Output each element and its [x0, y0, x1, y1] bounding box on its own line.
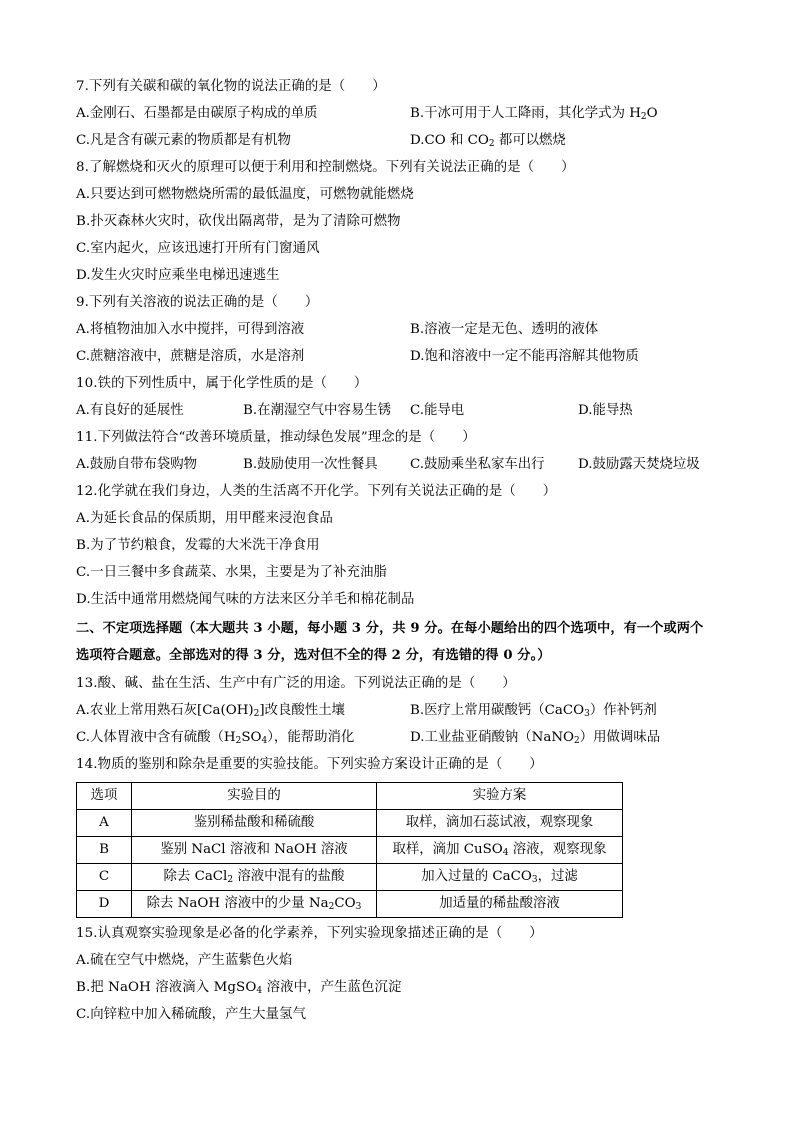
- q8-option-a: A.只要达到可燃物燃烧所需的最低温度，可燃物就能燃烧: [76, 187, 414, 202]
- table-row: [77, 810, 623, 837]
- q13-option-c-text-end: ），能帮助消化: [267, 730, 355, 745]
- q7-option-c: C.凡是含有碳元素的物质都是有机物: [76, 133, 291, 148]
- q7-option-d: [410, 131, 566, 151]
- q7-stem: 7.下列有关碳和碳的氧化物的说法正确的是（ ）: [76, 79, 386, 94]
- q15-option-b-text-end: 溶液中，产生蓝色沉淀: [262, 980, 402, 995]
- subscript: 2: [227, 875, 234, 885]
- q13-option-b-text-end: ）作补钙剂: [589, 703, 657, 718]
- q10-option-a: A.有良好的延展性: [76, 403, 184, 418]
- q8-option-c: C.室内起火，应该迅速打开所有门窗通风: [76, 241, 320, 256]
- subscript: 2: [253, 709, 260, 719]
- q15-option-b: [76, 978, 402, 998]
- q13-option-d-text: D.工业盐亚硝酸钠（NaNO: [410, 730, 575, 745]
- q8-stem: 8.了解燃烧和灭火的原理可以便于利用和控制燃烧。下列有关说法正确的是（ ）: [76, 160, 575, 175]
- q13-option-a-text: A.农业上常用熟石灰[Ca(OH): [76, 703, 254, 718]
- q12-option-a: A.为延长食品的保质期，用甲醛来浸泡食品: [76, 511, 333, 526]
- subscript: 4: [261, 736, 268, 746]
- q12-option-b: B.为了节约粮食，发霉的大米洗干净食用: [76, 538, 320, 553]
- q13-option-c-text: C.人体胃液中含有硫酸（H: [76, 730, 236, 745]
- q8-option-b: B.扑灭森林火灾时，砍伐出隔离带，是为了清除可燃物: [76, 214, 401, 229]
- row-option: B: [77, 837, 132, 864]
- subscript: 4: [502, 848, 509, 858]
- q12-stem: 12.化学就在我们身边，人类的生活离不开化学。下列有关说法正确的是（ ）: [76, 484, 557, 499]
- q11-stem: 11.下列做法符合“改善环境质量，推动绿色发展”理念的是（ ）: [76, 430, 476, 445]
- q15-option-a: A.硫在空气中燃烧，产生蓝紫色火焰: [76, 953, 293, 968]
- subscript: 2: [488, 139, 495, 149]
- section2-heading-line2: 选项符合题意。全部选对的得 3 分，选对但不全的得 2 分，有选错的得 0 分。）: [76, 648, 551, 663]
- q9-option-b: B.溶液一定是无色、透明的液体: [410, 322, 599, 337]
- q15-option-c: C.向锌粒中加入稀硫酸，产生大量氢气: [76, 1007, 307, 1022]
- table-row: [77, 837, 623, 864]
- subscript: 3: [531, 875, 538, 885]
- q7-option-d-text: D.CO 和 CO: [410, 133, 489, 148]
- q11-option-c: C.鼓励乘坐私家车出行: [410, 457, 545, 472]
- q13-option-b-text: B.医疗上常用碳酸钙（CaCO: [410, 703, 585, 718]
- header-option: 选项: [77, 783, 132, 810]
- q15-option-b-text: B.把 NaOH 溶液滴入 MgSO: [76, 980, 257, 995]
- row-purpose: [132, 891, 377, 918]
- row-plan: 取样，滴加石蕊试液，观察现象: [377, 810, 623, 837]
- row-purpose: [132, 864, 377, 891]
- q11-option-b: B.鼓励使用一次性餐具: [243, 457, 378, 472]
- subscript: 2: [574, 736, 580, 746]
- q14-stem: 14.物质的鉴别和除杂是重要的实验技能。下列实验方案设计正确的是（ ）: [76, 757, 543, 772]
- row-purpose: 鉴别 NaCl 溶液和 NaOH 溶液: [132, 837, 377, 864]
- q9-option-c: C.蔗糖溶液中，蔗糖是溶质，水是溶剂: [76, 349, 305, 364]
- subscript: 4: [256, 986, 263, 996]
- row-plan: [377, 864, 623, 891]
- q7-option-d-text-end: 都可以燃烧: [494, 133, 566, 148]
- row-plan: [377, 837, 623, 864]
- header-plan: 实验方案: [377, 783, 623, 810]
- q9-stem: 9.下列有关溶液的说法正确的是（ ）: [76, 295, 319, 310]
- q13-option-c: [76, 728, 354, 748]
- q13-option-c-text-mid: SO: [241, 730, 262, 745]
- q10-option-d: D.能导热: [578, 403, 633, 418]
- subscript: 2: [640, 112, 647, 122]
- row-purpose: 鉴别稀盐酸和稀硫酸: [132, 810, 377, 837]
- row-purpose-text: 除去 NaOH 溶液中的少量 Na: [146, 896, 329, 911]
- header-purpose: 实验目的: [132, 783, 377, 810]
- subscript: 3: [584, 709, 590, 719]
- q10-option-c: C.能导电: [410, 403, 465, 418]
- table-row: [77, 864, 623, 891]
- row-option: A: [77, 810, 132, 837]
- section2-heading-line1: 二、不定项选择题（本大题共 3 小题，每小题 3 分，共 9 分。在每小题给出的四个选项中，有一个或两个: [76, 621, 704, 636]
- row-plan-text-end: ，过滤: [537, 869, 578, 884]
- row-plan-text: 加入过量的 CaCO: [421, 869, 532, 884]
- row-purpose-text: 除去 CaCl: [163, 869, 228, 884]
- subscript: 2: [235, 736, 242, 746]
- subscript: 3: [355, 902, 362, 912]
- table-header-row: [77, 783, 623, 810]
- q7-option-b-text: B.干冰可用于人工降雨，其化学式为 H: [410, 106, 641, 121]
- q13-option-a: [76, 701, 345, 721]
- q13-option-b: [410, 701, 657, 721]
- q13-stem: 13.酸、碱、盐在生活、生产中有广泛的用途。下列说法正确的是（ ）: [76, 676, 516, 691]
- q10-option-b: B.在潮湿空气中容易生锈: [243, 403, 392, 418]
- q13-option-d: [410, 728, 660, 748]
- q7-option-b-text-end: O: [646, 106, 658, 121]
- row-purpose-text-mid: CO: [334, 896, 356, 911]
- q12-option-d: D.生活中通常用燃烧闻气味的方法来区分羊毛和棉花制品: [76, 592, 415, 607]
- q8-option-d: D.发生火灾时应乘坐电梯迅速逃生: [76, 268, 280, 283]
- row-purpose-text-end: 溶液中混有的盐酸: [233, 869, 345, 884]
- row-option: D: [77, 891, 132, 918]
- q13-option-d-text-end: ）用做调味品: [579, 730, 661, 745]
- q11-option-a: A.鼓励自带布袋购物: [76, 457, 198, 472]
- q11-option-d: D.鼓励露天焚烧垃圾: [578, 457, 700, 472]
- q9-option-a: A.将植物油加入水中搅拌，可得到溶液: [76, 322, 305, 337]
- row-plan-text: 取样，滴加 CuSO: [392, 842, 503, 857]
- q9-option-d: D.饱和溶液中一定不能再溶解其他物质: [410, 349, 639, 364]
- q10-stem: 10.铁的下列性质中，属于化学性质的是（ ）: [76, 376, 368, 391]
- q12-option-c: C.一日三餐中多食蔬菜、水果，主要是为了补充油脂: [76, 565, 388, 580]
- experiment-table: [76, 782, 623, 918]
- row-option: C: [77, 864, 132, 891]
- q15-stem: 15.认真观察实验现象是必备的化学素养，下列实验现象描述正确的是（ ）: [76, 926, 543, 941]
- q7-option-b: [410, 104, 658, 124]
- q13-option-a-text-end: ]改良酸性土壤: [259, 703, 345, 718]
- subscript: 2: [328, 902, 335, 912]
- q7-option-a: A.金刚石、石墨都是由碳原子构成的单质: [76, 106, 318, 121]
- row-plan: 加适量的稀盐酸溶液: [377, 891, 623, 918]
- table-row: [77, 891, 623, 918]
- row-plan-text-end: 溶液，观察现象: [508, 842, 607, 857]
